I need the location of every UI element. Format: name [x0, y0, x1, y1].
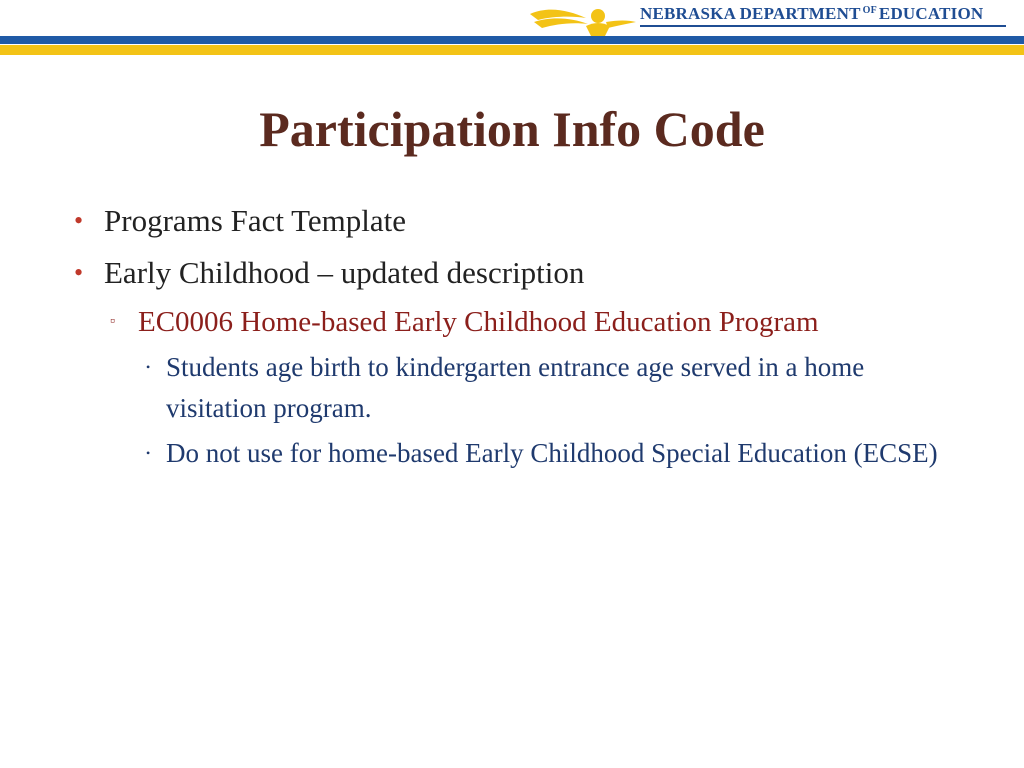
sub-sub-bullet-text: Do not use for home-based Early Childhood Special Education (ECSE) — [166, 438, 938, 468]
bullet-list — [70, 195, 970, 474]
bullet-text: Programs Fact Template — [104, 203, 407, 238]
bullet-item — [70, 247, 970, 299]
org-underline — [640, 25, 1006, 27]
header-stripe-blue — [0, 36, 1024, 44]
sub-bullet-text: EC0006 Home-based Early Childhood Education Program — [138, 306, 819, 338]
slide-title: Participation Info Code — [259, 101, 765, 157]
bullet-text: Early Childhood – updated description — [104, 255, 585, 290]
small-bullet-icon: • — [146, 446, 151, 460]
sub-sub-bullet-item — [138, 433, 970, 474]
sub-bullet-item — [104, 301, 970, 343]
star-figure-logo-icon — [528, 0, 638, 40]
sub-sub-bullet-item — [138, 347, 970, 429]
header-band — [0, 0, 1024, 60]
bullet-dot-icon: • — [74, 206, 84, 235]
square-bullet-icon: ▫ — [110, 314, 115, 329]
sub-sub-bullet-text: Students age birth to kindergarten entrance age served in a home visitation program. — [166, 352, 865, 423]
org-name: NEBRASKA DEPARTMENT $^{OF}$ EDUCATION — [640, 4, 984, 23]
header-stripe-yellow — [0, 45, 1024, 55]
bullet-item — [70, 195, 970, 247]
small-bullet-icon: • — [146, 360, 151, 374]
bullet-dot-icon: • — [74, 258, 84, 287]
